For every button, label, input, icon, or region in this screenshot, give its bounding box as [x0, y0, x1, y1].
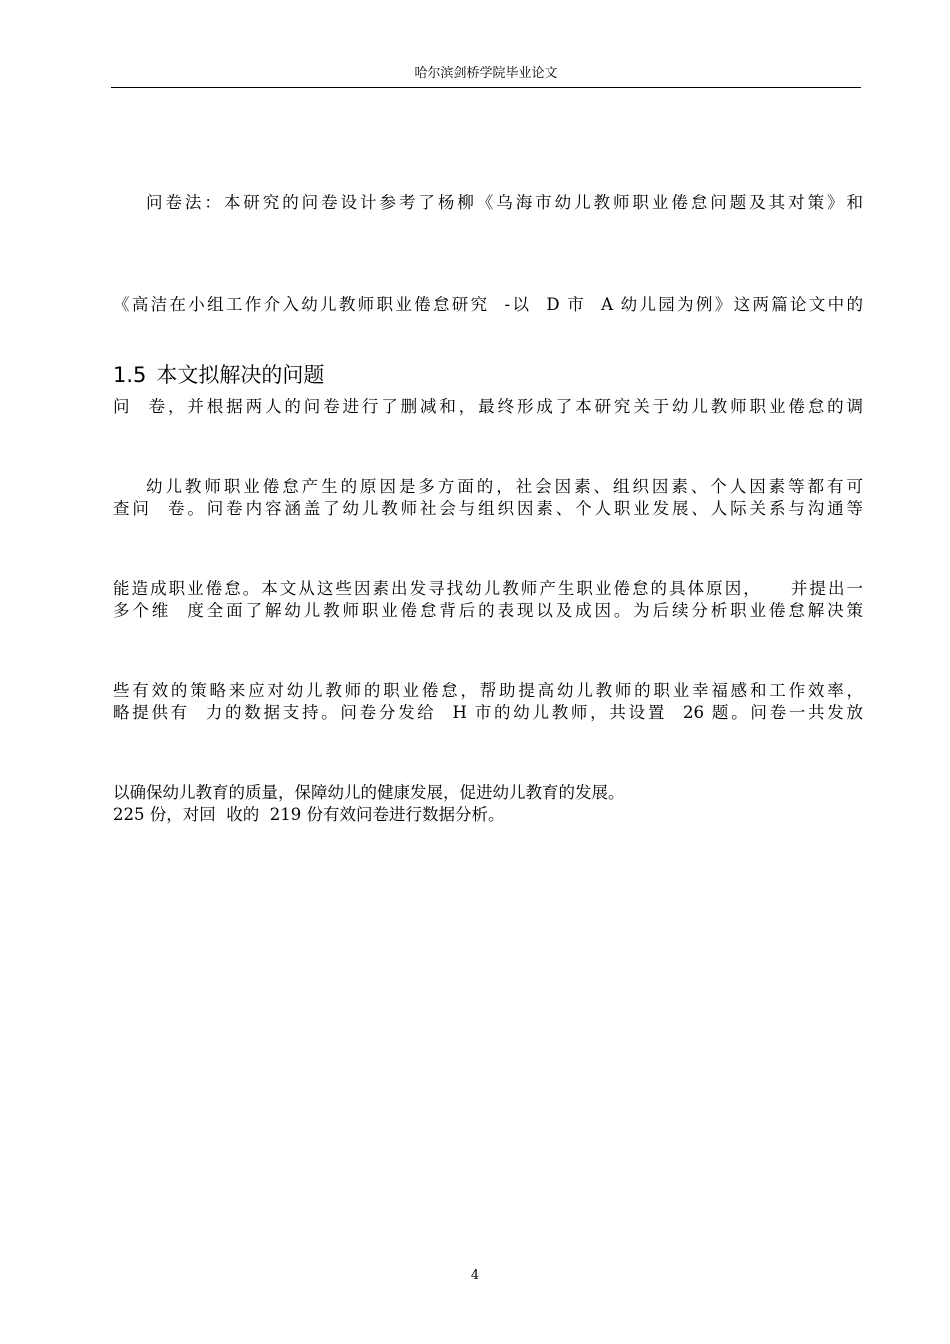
paragraph-line: 以确保幼儿教育的质量，保障幼儿的健康发展，促进幼儿教育的发展。 [113, 783, 625, 802]
problems-to-solve-paragraph [113, 402, 863, 844]
paragraph-line: 查问 卷。问卷内容涵盖了幼儿教师社会与组织因素、个人职业发展、人际关系与沟通等 [113, 499, 863, 518]
paragraph-line: 225 份，对回 收的 219 份有效问卷进行数据分析。 [113, 805, 505, 824]
paragraph-line: 能造成职业倦怠。本文从这些因素出发寻找幼儿教师产生职业倦怠的具体原因， 并提出一 [113, 579, 863, 598]
header-title: 哈尔滨剑桥学院毕业论文 [414, 66, 558, 81]
paragraph-line: 《高洁在小组工作介入幼儿教师职业倦怠研究 -以 D 市 A 幼儿园为例》这两篇论文中的 [113, 295, 863, 314]
paragraph-line: 问卷法：本研究的问卷设计参考了杨柳《乌海市幼儿教师职业倦怠问题及其对策》和 [146, 193, 863, 212]
section-number: 1.5 [113, 363, 147, 387]
paragraph-line: 些有效的策略来应对幼儿教师的职业倦怠，帮助提高幼儿教师的职业幸福感和工作效率， [113, 681, 863, 700]
section-title: 本文拟解决的问题 [156, 363, 325, 387]
page-header [111, 60, 861, 88]
paragraph-line: 略提供有 力的数据支持。问卷分发给 H 市的幼儿教师，共设置 26 题。问卷一共发放 [113, 703, 863, 722]
paragraph-line: 幼儿教师职业倦怠产生的原因是多方面的，社会因素、组织因素、个人因素等都有可 [146, 477, 863, 496]
page-number: 4 [470, 1268, 480, 1283]
paragraph-line: 问 卷，并根据两人的问卷进行了删减和，最终形成了本研究关于幼儿教师职业倦怠的调 [113, 397, 863, 416]
section-heading [113, 358, 324, 392]
paragraph-line: 多个维 度全面了解幼儿教师职业倦怠背后的表现以及成因。为后续分析职业倦怠解决策 [113, 601, 863, 620]
